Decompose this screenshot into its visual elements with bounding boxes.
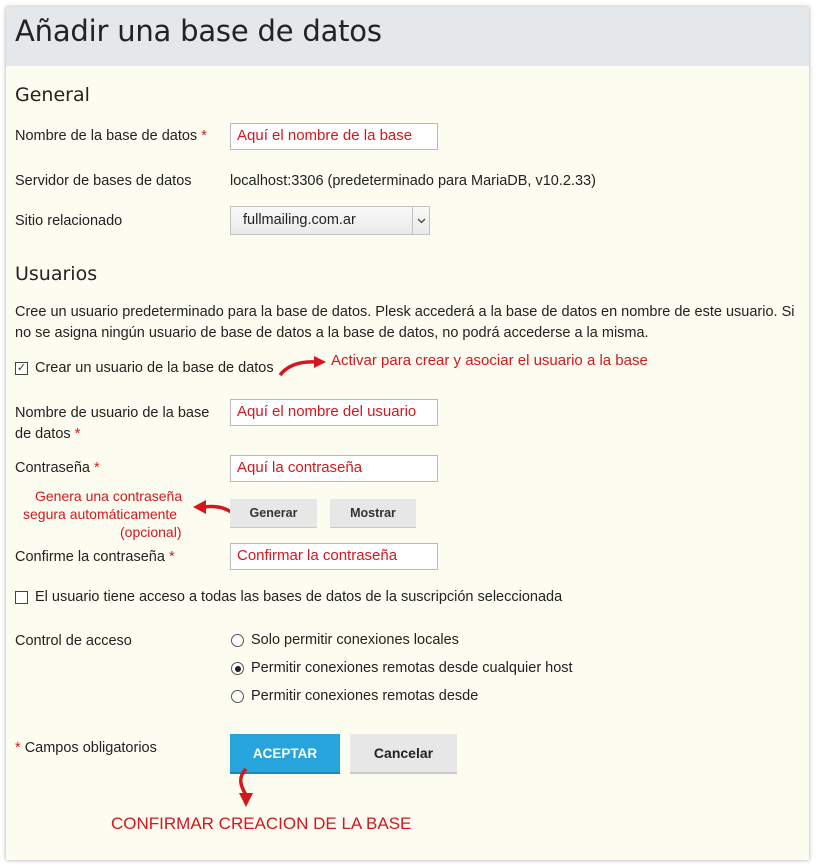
- required-star: *: [74, 426, 81, 442]
- section-heading-usuarios: Usuarios: [15, 263, 98, 285]
- confirm-label: [15, 549, 175, 565]
- annotation-generate-line-2: segura automáticamente: [23, 506, 178, 522]
- site-label: Sitio relacionado: [15, 213, 123, 229]
- page-title: Añadir una base de datos: [15, 14, 382, 48]
- arrow-confirm-icon: [234, 767, 258, 811]
- show-button[interactable]: Mostrar: [330, 499, 416, 527]
- username-label-line-1: Nombre de usuario de la base: [15, 405, 210, 421]
- annotation-confirm-create: CONFIRMAR CREACION DE LA BASE: [111, 814, 412, 833]
- annotation-generate-line-3: (opcional): [120, 524, 182, 540]
- site-select[interactable]: [230, 206, 430, 235]
- chevron-down-icon: [412, 207, 429, 234]
- required-star: *: [15, 740, 21, 756]
- password-label: [15, 460, 100, 476]
- generate-button[interactable]: Generar: [230, 499, 317, 527]
- required-note-text: Campos obligatorios: [24, 740, 157, 756]
- db-name-label-text: Nombre de la base de datos: [15, 128, 198, 144]
- radio-remote-from[interactable]: [231, 690, 244, 703]
- db-name-label: [15, 128, 207, 144]
- required-star: *: [94, 460, 100, 476]
- title-bar: [6, 7, 809, 66]
- section-heading-general: General: [15, 84, 90, 106]
- radio-remote-from-label[interactable]: Permitir conexiones remotas desde: [251, 688, 479, 704]
- username-input[interactable]: Aquí el nombre del usuario: [230, 399, 438, 426]
- db-server-value: localhost:3306 (predeterminado para MariaDB, v10.2.33): [230, 173, 596, 189]
- annotation-activate: Activar para crear y asociar el usuario a la base: [331, 352, 648, 369]
- confirm-label-text: Confirme la contraseña: [15, 549, 165, 565]
- required-note: [15, 740, 157, 756]
- site-select-value: fullmailing.com.ar: [243, 212, 356, 228]
- radio-local-only-label[interactable]: Solo permitir conexiones locales: [251, 632, 459, 648]
- dialog-frame: [6, 7, 809, 860]
- db-name-input[interactable]: Aquí el nombre de la base: [230, 123, 438, 150]
- annotation-generate-line-1: Genera una contraseña: [35, 488, 183, 504]
- access-control-label: Control de acceso: [15, 633, 132, 649]
- password-input[interactable]: Aquí la contraseña: [230, 455, 438, 482]
- username-label-line-2: [15, 426, 80, 442]
- db-server-label: Servidor de bases de datos: [15, 173, 192, 189]
- users-description-line-2: no se asigna ningún usuario de base de datos a la base de datos, no podrá accederse a la misma.: [15, 325, 649, 341]
- cancel-button[interactable]: Cancelar: [350, 734, 457, 772]
- radio-local-only[interactable]: [231, 634, 244, 647]
- confirm-password-input[interactable]: Confirmar la contraseña: [230, 543, 438, 570]
- password-label-text: Contraseña: [15, 460, 90, 476]
- required-star: *: [201, 128, 207, 144]
- username-label-text: de datos: [15, 426, 71, 442]
- create-user-checkbox[interactable]: ✓: [16, 362, 27, 374]
- radio-remote-any-host[interactable]: [231, 662, 244, 675]
- accept-button[interactable]: ACEPTAR: [230, 734, 340, 772]
- arrow-activate-icon: [278, 355, 328, 379]
- radio-remote-any-host-label[interactable]: Permitir conexiones remotas desde cualquier host: [251, 660, 573, 676]
- create-user-label[interactable]: Crear un usuario de la base de datos: [35, 360, 274, 376]
- all-dbs-checkbox[interactable]: [15, 591, 28, 604]
- all-dbs-label[interactable]: El usuario tiene acceso a todas las bases de datos de la suscripción seleccionada: [35, 589, 563, 605]
- required-star: *: [168, 549, 175, 565]
- users-description-line-1: Cree un usuario predeterminado para la base de datos. Plesk accederá a la base de datos en nombre de este usuario. Si: [15, 304, 795, 320]
